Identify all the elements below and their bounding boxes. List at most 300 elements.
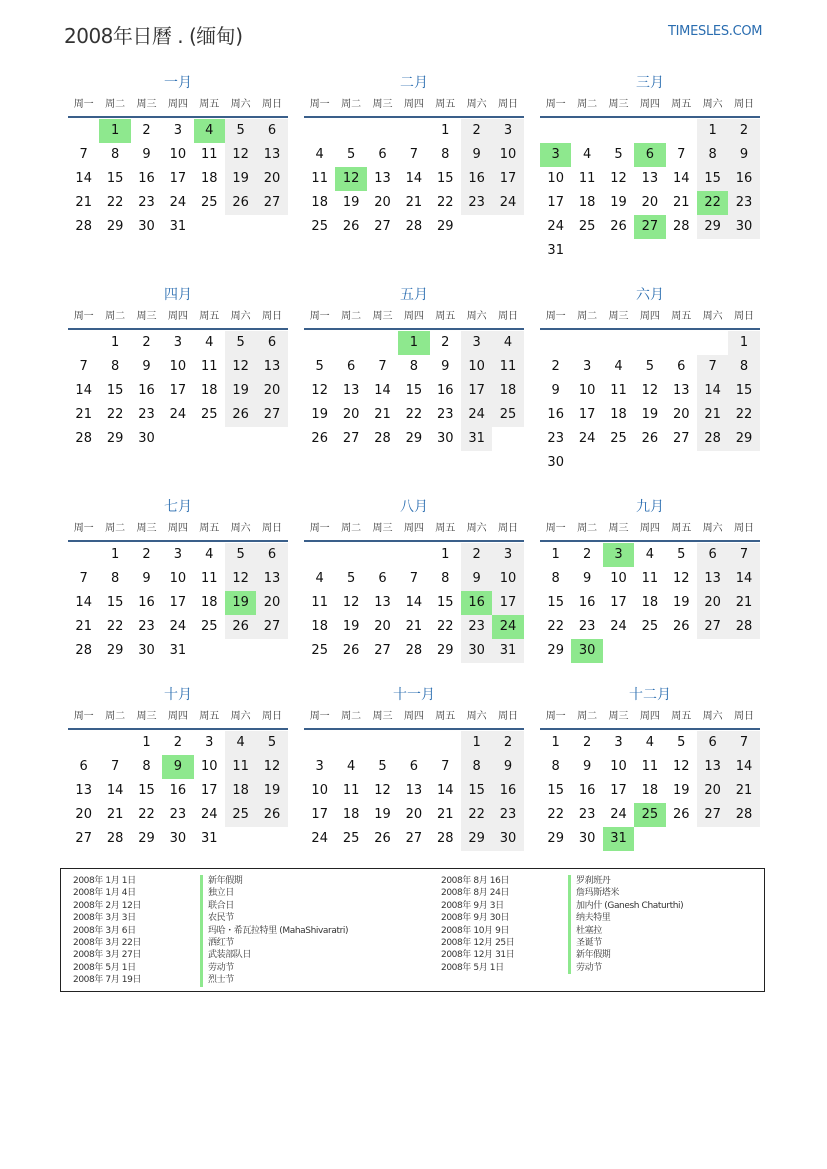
day-cell[interactable]: 27 bbox=[256, 403, 287, 427]
day-cell[interactable]: 13 bbox=[697, 567, 728, 591]
day-cell[interactable]: 17 bbox=[547, 195, 564, 210]
day-cell[interactable]: 28 bbox=[75, 431, 92, 446]
day-cell[interactable]: 21 bbox=[672, 195, 690, 210]
day-cell[interactable]: 6 bbox=[256, 119, 287, 143]
day-cell[interactable]: 17 bbox=[200, 783, 218, 798]
day-cell[interactable]: 22 bbox=[728, 403, 759, 427]
day-cell[interactable]: 31 bbox=[200, 831, 218, 846]
day-cell[interactable]: 27 bbox=[75, 831, 92, 846]
day-cell[interactable]: 28 bbox=[106, 831, 124, 846]
day-cell[interactable]: 30 bbox=[547, 455, 564, 470]
day-cell[interactable]: 28 bbox=[405, 219, 423, 234]
day-cell[interactable]: 4 bbox=[492, 331, 523, 355]
day-cell[interactable]: 13 bbox=[256, 143, 287, 167]
day-cell[interactable]: 2 bbox=[142, 123, 151, 138]
day-cell[interactable]: 11 bbox=[610, 383, 627, 398]
day-cell[interactable]: 15 bbox=[405, 383, 423, 398]
day-cell[interactable]: 8 bbox=[461, 755, 492, 779]
day-cell[interactable]: 8 bbox=[409, 359, 418, 374]
day-cell[interactable]: 2 bbox=[728, 119, 759, 143]
day-cell[interactable]: 18 bbox=[200, 595, 218, 610]
day-cell[interactable]: 25 bbox=[578, 219, 596, 234]
day-cell[interactable]: 23 bbox=[138, 195, 155, 210]
day-cell[interactable]: 23 bbox=[169, 807, 187, 822]
day-cell[interactable]: 23 bbox=[547, 431, 564, 446]
day-cell[interactable]: 18 bbox=[200, 383, 218, 398]
day-cell[interactable]: 7 bbox=[79, 147, 88, 162]
day-cell[interactable]: 15 bbox=[697, 167, 728, 191]
day-cell[interactable]: 8 bbox=[441, 147, 450, 162]
holiday-day-cell[interactable]: 6 bbox=[634, 143, 665, 167]
day-cell[interactable]: 6 bbox=[378, 571, 387, 586]
day-cell[interactable]: 12 bbox=[641, 383, 659, 398]
day-cell[interactable]: 30 bbox=[138, 643, 155, 658]
day-cell[interactable]: 2 bbox=[461, 543, 492, 567]
day-cell[interactable]: 4 bbox=[315, 147, 324, 162]
day-cell[interactable]: 23 bbox=[138, 619, 155, 634]
day-cell[interactable]: 11 bbox=[641, 759, 659, 774]
day-cell[interactable]: 27 bbox=[697, 803, 728, 827]
day-cell[interactable]: 29 bbox=[106, 431, 124, 446]
day-cell[interactable]: 30 bbox=[578, 831, 596, 846]
day-cell[interactable]: 12 bbox=[311, 383, 328, 398]
day-cell[interactable]: 23 bbox=[138, 407, 155, 422]
day-cell[interactable]: 30 bbox=[436, 431, 454, 446]
day-cell[interactable]: 14 bbox=[75, 383, 92, 398]
day-cell[interactable]: 6 bbox=[346, 359, 356, 374]
day-cell[interactable]: 18 bbox=[610, 407, 627, 422]
day-cell[interactable]: 20 bbox=[374, 195, 391, 210]
day-cell[interactable]: 9 bbox=[582, 759, 592, 774]
day-cell[interactable]: 11 bbox=[641, 571, 659, 586]
day-cell[interactable]: 5 bbox=[225, 331, 256, 355]
day-cell[interactable]: 21 bbox=[75, 619, 92, 634]
day-cell[interactable]: 1 bbox=[728, 331, 759, 355]
day-cell[interactable]: 3 bbox=[173, 547, 182, 562]
day-cell[interactable]: 13 bbox=[405, 783, 423, 798]
day-cell[interactable]: 8 bbox=[697, 143, 728, 167]
day-cell[interactable]: 17 bbox=[169, 171, 187, 186]
day-cell[interactable]: 1 bbox=[551, 547, 560, 562]
day-cell[interactable]: 18 bbox=[641, 783, 659, 798]
day-cell[interactable]: 20 bbox=[256, 167, 287, 191]
day-cell[interactable]: 4 bbox=[225, 731, 256, 755]
day-cell[interactable]: 14 bbox=[436, 783, 454, 798]
day-cell[interactable]: 27 bbox=[342, 431, 360, 446]
day-cell[interactable]: 11 bbox=[200, 571, 218, 586]
day-cell[interactable]: 17 bbox=[169, 383, 187, 398]
day-cell[interactable]: 2 bbox=[582, 547, 592, 562]
day-cell[interactable]: 14 bbox=[728, 755, 759, 779]
day-cell[interactable]: 17 bbox=[578, 407, 596, 422]
day-cell[interactable]: 20 bbox=[256, 591, 287, 615]
day-cell[interactable]: 22 bbox=[436, 619, 454, 634]
day-cell[interactable]: 7 bbox=[378, 359, 387, 374]
day-cell[interactable]: 19 bbox=[225, 167, 256, 191]
day-cell[interactable]: 5 bbox=[614, 147, 623, 162]
day-cell[interactable]: 28 bbox=[728, 803, 759, 827]
day-cell[interactable]: 1 bbox=[142, 735, 151, 750]
day-cell[interactable]: 30 bbox=[461, 639, 492, 663]
holiday-day-cell[interactable]: 3 bbox=[540, 143, 571, 167]
day-cell[interactable]: 27 bbox=[672, 431, 690, 446]
day-cell[interactable]: 26 bbox=[641, 431, 659, 446]
day-cell[interactable]: 12 bbox=[256, 755, 287, 779]
day-cell[interactable]: 21 bbox=[436, 807, 454, 822]
day-cell[interactable]: 19 bbox=[610, 195, 627, 210]
day-cell[interactable]: 30 bbox=[728, 215, 759, 239]
day-cell[interactable]: 19 bbox=[672, 783, 690, 798]
day-cell[interactable]: 16 bbox=[436, 383, 454, 398]
day-cell[interactable]: 29 bbox=[405, 431, 423, 446]
holiday-day-cell[interactable]: 9 bbox=[162, 755, 193, 779]
day-cell[interactable]: 4 bbox=[315, 571, 324, 586]
day-cell[interactable]: 21 bbox=[75, 407, 92, 422]
day-cell[interactable]: 24 bbox=[169, 619, 187, 634]
holiday-day-cell[interactable]: 22 bbox=[697, 191, 728, 215]
day-cell[interactable]: 7 bbox=[728, 731, 759, 755]
day-cell[interactable]: 28 bbox=[75, 643, 92, 658]
day-cell[interactable]: 2 bbox=[441, 335, 450, 350]
day-cell[interactable]: 23 bbox=[461, 191, 492, 215]
day-cell[interactable]: 7 bbox=[110, 759, 120, 774]
day-cell[interactable]: 30 bbox=[138, 219, 155, 234]
holiday-day-cell[interactable]: 16 bbox=[461, 591, 492, 615]
day-cell[interactable]: 26 bbox=[672, 807, 690, 822]
day-cell[interactable]: 9 bbox=[492, 755, 523, 779]
holiday-day-cell[interactable]: 30 bbox=[571, 639, 602, 663]
day-cell[interactable]: 10 bbox=[200, 759, 218, 774]
day-cell[interactable]: 16 bbox=[578, 783, 596, 798]
day-cell[interactable]: 2 bbox=[142, 335, 151, 350]
day-cell[interactable]: 3 bbox=[205, 735, 214, 750]
day-cell[interactable]: 24 bbox=[200, 807, 218, 822]
day-cell[interactable]: 29 bbox=[461, 827, 492, 851]
day-cell[interactable]: 17 bbox=[610, 595, 627, 610]
day-cell[interactable]: 22 bbox=[547, 807, 564, 822]
day-cell[interactable]: 8 bbox=[551, 571, 560, 586]
day-cell[interactable]: 15 bbox=[728, 379, 759, 403]
holiday-day-cell[interactable]: 1 bbox=[398, 331, 429, 355]
day-cell[interactable]: 29 bbox=[547, 831, 564, 846]
day-cell[interactable]: 18 bbox=[225, 779, 256, 803]
day-cell[interactable]: 3 bbox=[492, 119, 523, 143]
day-cell[interactable]: 7 bbox=[409, 147, 418, 162]
holiday-day-cell[interactable]: 3 bbox=[603, 543, 634, 567]
day-cell[interactable]: 19 bbox=[641, 407, 659, 422]
day-cell[interactable]: 11 bbox=[311, 171, 328, 186]
day-cell[interactable]: 18 bbox=[578, 195, 596, 210]
day-cell[interactable]: 7 bbox=[79, 571, 88, 586]
day-cell[interactable]: 3 bbox=[173, 123, 182, 138]
day-cell[interactable]: 16 bbox=[138, 171, 155, 186]
day-cell[interactable]: 13 bbox=[374, 595, 391, 610]
day-cell[interactable]: 24 bbox=[492, 191, 523, 215]
day-cell[interactable]: 8 bbox=[142, 759, 151, 774]
day-cell[interactable]: 8 bbox=[728, 355, 759, 379]
day-cell[interactable]: 30 bbox=[169, 831, 187, 846]
day-cell[interactable]: 19 bbox=[256, 779, 287, 803]
day-cell[interactable]: 15 bbox=[436, 595, 454, 610]
day-cell[interactable]: 22 bbox=[436, 195, 454, 210]
day-cell[interactable]: 29 bbox=[697, 215, 728, 239]
day-cell[interactable]: 29 bbox=[728, 427, 759, 451]
day-cell[interactable]: 25 bbox=[311, 643, 328, 658]
day-cell[interactable]: 11 bbox=[200, 147, 218, 162]
day-cell[interactable]: 15 bbox=[436, 171, 454, 186]
day-cell[interactable]: 17 bbox=[610, 783, 627, 798]
day-cell[interactable]: 11 bbox=[225, 755, 256, 779]
day-cell[interactable]: 13 bbox=[672, 383, 690, 398]
day-cell[interactable]: 24 bbox=[461, 403, 492, 427]
day-cell[interactable]: 14 bbox=[75, 171, 92, 186]
day-cell[interactable]: 27 bbox=[256, 615, 287, 639]
day-cell[interactable]: 4 bbox=[645, 547, 654, 562]
day-cell[interactable]: 8 bbox=[110, 147, 120, 162]
day-cell[interactable]: 5 bbox=[677, 547, 686, 562]
day-cell[interactable]: 28 bbox=[75, 219, 92, 234]
day-cell[interactable]: 19 bbox=[225, 379, 256, 403]
day-cell[interactable]: 13 bbox=[342, 383, 360, 398]
day-cell[interactable]: 29 bbox=[138, 831, 155, 846]
day-cell[interactable]: 2 bbox=[142, 547, 151, 562]
day-cell[interactable]: 11 bbox=[492, 355, 523, 379]
day-cell[interactable]: 27 bbox=[374, 643, 391, 658]
day-cell[interactable]: 19 bbox=[374, 807, 391, 822]
day-cell[interactable]: 15 bbox=[106, 595, 124, 610]
day-cell[interactable]: 6 bbox=[409, 759, 418, 774]
day-cell[interactable]: 17 bbox=[492, 591, 523, 615]
day-cell[interactable]: 23 bbox=[728, 191, 759, 215]
day-cell[interactable]: 24 bbox=[578, 431, 596, 446]
day-cell[interactable]: 5 bbox=[256, 731, 287, 755]
day-cell[interactable]: 20 bbox=[672, 407, 690, 422]
day-cell[interactable]: 22 bbox=[106, 407, 124, 422]
day-cell[interactable]: 5 bbox=[315, 359, 324, 374]
day-cell[interactable]: 13 bbox=[256, 355, 287, 379]
day-cell[interactable]: 8 bbox=[441, 571, 450, 586]
day-cell[interactable]: 10 bbox=[610, 571, 627, 586]
day-cell[interactable]: 7 bbox=[728, 543, 759, 567]
day-cell[interactable]: 17 bbox=[169, 595, 187, 610]
day-cell[interactable]: 26 bbox=[225, 191, 256, 215]
day-cell[interactable]: 10 bbox=[492, 567, 523, 591]
day-cell[interactable]: 20 bbox=[405, 807, 423, 822]
day-cell[interactable]: 10 bbox=[461, 355, 492, 379]
day-cell[interactable]: 15 bbox=[106, 171, 124, 186]
day-cell[interactable]: 27 bbox=[256, 191, 287, 215]
day-cell[interactable]: 25 bbox=[200, 195, 218, 210]
day-cell[interactable]: 3 bbox=[492, 543, 523, 567]
day-cell[interactable]: 12 bbox=[225, 567, 256, 591]
day-cell[interactable]: 20 bbox=[697, 779, 728, 803]
day-cell[interactable]: 30 bbox=[492, 827, 523, 851]
day-cell[interactable]: 12 bbox=[672, 571, 690, 586]
day-cell[interactable]: 6 bbox=[697, 543, 728, 567]
day-cell[interactable]: 19 bbox=[311, 407, 328, 422]
day-cell[interactable]: 5 bbox=[225, 119, 256, 143]
day-cell[interactable]: 21 bbox=[728, 779, 759, 803]
day-cell[interactable]: 5 bbox=[645, 359, 654, 374]
day-cell[interactable]: 27 bbox=[697, 615, 728, 639]
day-cell[interactable]: 13 bbox=[256, 567, 287, 591]
day-cell[interactable]: 26 bbox=[374, 831, 391, 846]
day-cell[interactable]: 26 bbox=[342, 219, 360, 234]
day-cell[interactable]: 28 bbox=[374, 431, 391, 446]
day-cell[interactable]: 7 bbox=[677, 147, 686, 162]
day-cell[interactable]: 10 bbox=[547, 171, 564, 186]
day-cell[interactable]: 31 bbox=[461, 427, 492, 451]
day-cell[interactable]: 25 bbox=[641, 619, 659, 634]
day-cell[interactable]: 7 bbox=[79, 359, 88, 374]
day-cell[interactable]: 9 bbox=[728, 143, 759, 167]
day-cell[interactable]: 1 bbox=[110, 335, 120, 350]
day-cell[interactable]: 22 bbox=[138, 807, 155, 822]
day-cell[interactable]: 25 bbox=[492, 403, 523, 427]
day-cell[interactable]: 12 bbox=[342, 595, 360, 610]
holiday-day-cell[interactable]: 12 bbox=[335, 167, 366, 191]
day-cell[interactable]: 4 bbox=[582, 147, 592, 162]
day-cell[interactable]: 14 bbox=[374, 383, 391, 398]
day-cell[interactable]: 30 bbox=[138, 431, 155, 446]
day-cell[interactable]: 28 bbox=[405, 643, 423, 658]
day-cell[interactable]: 5 bbox=[677, 735, 686, 750]
day-cell[interactable]: 3 bbox=[461, 331, 492, 355]
day-cell[interactable]: 19 bbox=[672, 595, 690, 610]
day-cell[interactable]: 6 bbox=[677, 359, 686, 374]
day-cell[interactable]: 6 bbox=[256, 543, 287, 567]
day-cell[interactable]: 18 bbox=[342, 807, 360, 822]
day-cell[interactable]: 25 bbox=[342, 831, 360, 846]
day-cell[interactable]: 18 bbox=[492, 379, 523, 403]
day-cell[interactable]: 5 bbox=[346, 571, 356, 586]
day-cell[interactable]: 12 bbox=[672, 759, 690, 774]
day-cell[interactable]: 1 bbox=[110, 547, 120, 562]
day-cell[interactable]: 22 bbox=[106, 619, 124, 634]
day-cell[interactable]: 7 bbox=[409, 571, 418, 586]
day-cell[interactable]: 25 bbox=[311, 219, 328, 234]
day-cell[interactable]: 29 bbox=[106, 219, 124, 234]
day-cell[interactable]: 5 bbox=[378, 759, 387, 774]
day-cell[interactable]: 13 bbox=[641, 171, 659, 186]
day-cell[interactable]: 16 bbox=[547, 407, 564, 422]
day-cell[interactable]: 14 bbox=[697, 379, 728, 403]
day-cell[interactable]: 22 bbox=[405, 407, 423, 422]
day-cell[interactable]: 18 bbox=[311, 195, 328, 210]
day-cell[interactable]: 11 bbox=[311, 595, 328, 610]
day-cell[interactable]: 28 bbox=[697, 427, 728, 451]
day-cell[interactable]: 5 bbox=[225, 543, 256, 567]
day-cell[interactable]: 15 bbox=[461, 779, 492, 803]
day-cell[interactable]: 21 bbox=[405, 195, 423, 210]
day-cell[interactable]: 9 bbox=[142, 147, 151, 162]
day-cell[interactable]: 21 bbox=[374, 407, 391, 422]
day-cell[interactable]: 3 bbox=[582, 359, 592, 374]
day-cell[interactable]: 9 bbox=[441, 359, 450, 374]
day-cell[interactable]: 2 bbox=[461, 119, 492, 143]
day-cell[interactable]: 21 bbox=[728, 591, 759, 615]
day-cell[interactable]: 7 bbox=[697, 355, 728, 379]
day-cell[interactable]: 1 bbox=[697, 119, 728, 143]
day-cell[interactable]: 16 bbox=[728, 167, 759, 191]
day-cell[interactable]: 23 bbox=[578, 619, 596, 634]
day-cell[interactable]: 24 bbox=[610, 619, 627, 634]
day-cell[interactable]: 10 bbox=[610, 759, 627, 774]
day-cell[interactable]: 22 bbox=[106, 195, 124, 210]
day-cell[interactable]: 9 bbox=[582, 571, 592, 586]
day-cell[interactable]: 1 bbox=[551, 735, 560, 750]
day-cell[interactable]: 20 bbox=[256, 379, 287, 403]
day-cell[interactable]: 8 bbox=[551, 759, 560, 774]
day-cell[interactable]: 2 bbox=[551, 359, 560, 374]
day-cell[interactable]: 7 bbox=[441, 759, 450, 774]
day-cell[interactable]: 20 bbox=[641, 195, 659, 210]
day-cell[interactable]: 9 bbox=[551, 383, 560, 398]
day-cell[interactable]: 21 bbox=[106, 807, 124, 822]
day-cell[interactable]: 2 bbox=[173, 735, 182, 750]
day-cell[interactable]: 22 bbox=[461, 803, 492, 827]
day-cell[interactable]: 10 bbox=[311, 783, 328, 798]
day-cell[interactable]: 14 bbox=[405, 595, 423, 610]
day-cell[interactable]: 15 bbox=[547, 595, 564, 610]
day-cell[interactable]: 29 bbox=[436, 643, 454, 658]
day-cell[interactable]: 23 bbox=[492, 803, 523, 827]
day-cell[interactable]: 20 bbox=[374, 619, 391, 634]
day-cell[interactable]: 4 bbox=[614, 359, 623, 374]
day-cell[interactable]: 19 bbox=[342, 195, 360, 210]
day-cell[interactable]: 9 bbox=[142, 571, 151, 586]
day-cell[interactable]: 20 bbox=[342, 407, 360, 422]
day-cell[interactable]: 26 bbox=[311, 431, 328, 446]
day-cell[interactable]: 28 bbox=[728, 615, 759, 639]
day-cell[interactable]: 16 bbox=[492, 779, 523, 803]
day-cell[interactable]: 9 bbox=[461, 567, 492, 591]
holiday-day-cell[interactable]: 4 bbox=[194, 119, 225, 143]
day-cell[interactable]: 22 bbox=[547, 619, 564, 634]
day-cell[interactable]: 27 bbox=[405, 831, 423, 846]
holiday-day-cell[interactable]: 31 bbox=[603, 827, 634, 851]
day-cell[interactable]: 16 bbox=[169, 783, 187, 798]
day-cell[interactable]: 11 bbox=[342, 783, 360, 798]
day-cell[interactable]: 23 bbox=[461, 615, 492, 639]
day-cell[interactable]: 26 bbox=[256, 803, 287, 827]
day-cell[interactable]: 16 bbox=[461, 167, 492, 191]
day-cell[interactable]: 15 bbox=[547, 783, 564, 798]
day-cell[interactable]: 6 bbox=[378, 147, 387, 162]
day-cell[interactable]: 25 bbox=[200, 407, 218, 422]
day-cell[interactable]: 8 bbox=[110, 359, 120, 374]
day-cell[interactable]: 17 bbox=[492, 167, 523, 191]
day-cell[interactable]: 12 bbox=[225, 355, 256, 379]
day-cell[interactable]: 13 bbox=[374, 171, 391, 186]
day-cell[interactable]: 21 bbox=[697, 403, 728, 427]
site-logo-text[interactable]: TIMESLES.COM bbox=[668, 24, 763, 39]
holiday-day-cell[interactable]: 25 bbox=[634, 803, 665, 827]
day-cell[interactable]: 4 bbox=[346, 759, 356, 774]
day-cell[interactable]: 10 bbox=[492, 143, 523, 167]
day-cell[interactable]: 18 bbox=[311, 619, 328, 634]
day-cell[interactable]: 26 bbox=[342, 643, 360, 658]
day-cell[interactable]: 28 bbox=[672, 219, 690, 234]
day-cell[interactable]: 25 bbox=[225, 803, 256, 827]
day-cell[interactable]: 16 bbox=[138, 383, 155, 398]
day-cell[interactable]: 24 bbox=[311, 831, 328, 846]
day-cell[interactable]: 3 bbox=[315, 759, 324, 774]
day-cell[interactable]: 20 bbox=[75, 807, 92, 822]
day-cell[interactable]: 10 bbox=[169, 147, 187, 162]
day-cell[interactable]: 23 bbox=[436, 407, 454, 422]
day-cell[interactable]: 5 bbox=[346, 147, 356, 162]
